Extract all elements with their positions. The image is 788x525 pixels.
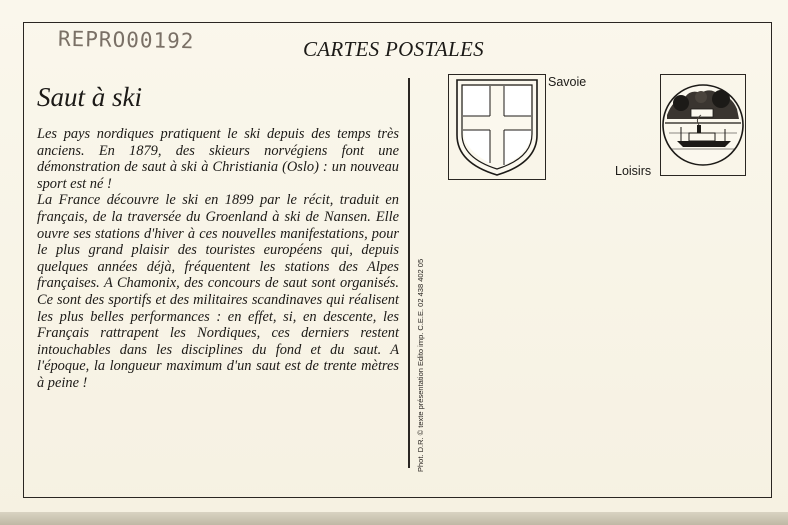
scan-bottom-edge bbox=[0, 512, 788, 525]
loisirs-label: Loisirs bbox=[615, 164, 652, 178]
loisirs-stamp bbox=[660, 74, 746, 176]
savoie-coat-of-arms-icon bbox=[449, 75, 545, 179]
lake-steamboat-icon bbox=[661, 75, 745, 175]
paragraph: La France découvre le ski en 1899 par le récit, traduit en français, de la traversée du Groenland à ski de Nansen. Elle ouvre ses stations d'hiver à ces nouvelles manifestations, pour le plus grand plaisir des touristes européens qui, depuis quelques années déjà, fréquentent les stations des Alpes françaises. A Chamonix, des concours de saut sont organisés. Ce sont des sportifs et des militaires scandinaves qui réalisent les plus belles performances : en effet, si, en descente, les Français rattrapent les Nordiques, ces derniers restent intouchables dans les disciplines du fond et du saut. A l'époque, la longueur maximum d'un saut est de trente mètres à peine ! bbox=[37, 192, 399, 391]
savoie-label: Savoie bbox=[548, 75, 587, 89]
subject-title: Saut à ski bbox=[37, 82, 142, 112]
postcard-header-title: CARTES POSTALES bbox=[303, 37, 484, 61]
handwritten-reference: REPRO00192 bbox=[57, 26, 195, 54]
description-text bbox=[37, 126, 399, 392]
printer-credit: Phot. D.R. © texte présentation Edito imp. C.E.E. 02 438 402 05 bbox=[416, 258, 425, 472]
savoie-stamp bbox=[448, 74, 546, 180]
paragraph: Les pays nordiques pratiquent le ski depuis des temps très anciens. En 1879, des skieurs norvégiens font une démonstration de saut à ski à Christiania (Oslo) : un nouveau sport est né ! bbox=[37, 126, 399, 192]
vertical-divider bbox=[408, 78, 410, 468]
